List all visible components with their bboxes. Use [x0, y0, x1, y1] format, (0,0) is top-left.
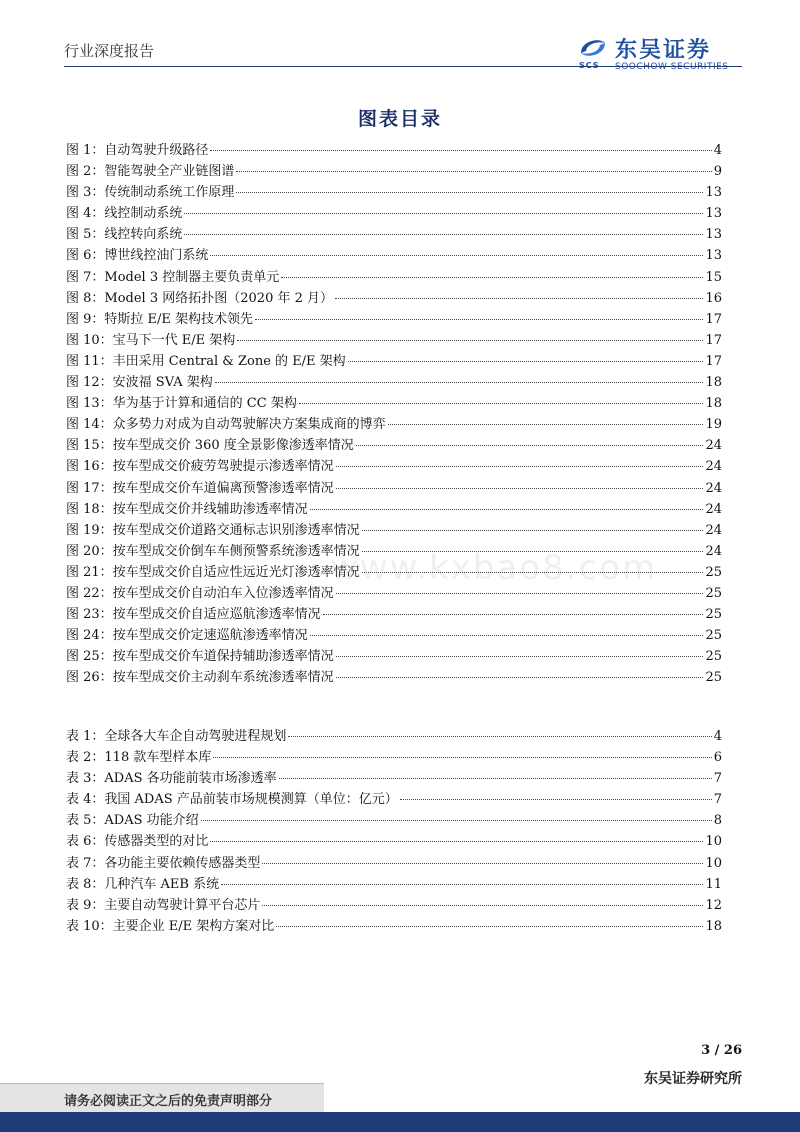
- table-entry-label: 表 1：全球各大车企自动驾驶进程规划: [66, 729, 287, 744]
- dot-leader: [335, 297, 703, 299]
- figure-entry-label: 图 21：按车型成交价自适应性远近光灯渗透率情况: [66, 564, 360, 580]
- dot-leader: [221, 883, 703, 885]
- figure-entry-page: 19: [705, 417, 722, 433]
- dot-leader: [215, 381, 704, 383]
- table-entry[interactable]: [66, 746, 722, 767]
- figure-entry[interactable]: [66, 329, 722, 350]
- table-entry-page: 12: [705, 897, 722, 913]
- figure-entry-label: 图 8：Model 3 网络拓扑图（2020 年 2 月）: [66, 290, 334, 306]
- figure-entry-page: 13: [705, 185, 722, 201]
- figure-entry-label: 图 23：按车型成交价自适应巡航渗透率情况: [66, 607, 321, 623]
- dot-leader: [213, 756, 711, 758]
- table-entry-label: 表 7：各功能主要依赖传感器类型: [66, 855, 261, 871]
- figure-entry-label: 图 26：按车型成交价主动刹车系统渗透率情况: [66, 670, 334, 686]
- dot-leader: [237, 339, 703, 341]
- logo-abbrev: SCS: [579, 61, 600, 70]
- footer-bar: [0, 1112, 800, 1132]
- figure-entry-page: 24: [705, 459, 722, 475]
- table-entry[interactable]: [66, 894, 722, 915]
- figure-entry-page: 13: [705, 248, 722, 264]
- dot-leader: [201, 819, 712, 821]
- figure-entry-label: 图 17：按车型成交价车道偏离预警渗透率情况: [66, 480, 334, 496]
- figure-entry-label: 图 15：按车型成交价 360 度全景影像渗透率情况: [66, 438, 354, 454]
- figure-entry-label: 图 10：宝马下一代 E/E 架构: [66, 332, 236, 348]
- table-entry-label: 表 8：几种汽车 AEB 系统: [66, 876, 220, 892]
- dot-leader: [323, 613, 704, 615]
- dot-leader: [262, 862, 703, 864]
- table-entry[interactable]: [66, 852, 722, 873]
- figure-entry-page: 4: [713, 143, 722, 158]
- disclaimer-text: 请务必阅读正文之后的免责声明部分: [64, 1094, 273, 1109]
- table-entry-label: 表 2：118 款车型样本库: [66, 750, 212, 766]
- dot-leader: [184, 212, 703, 214]
- dot-leader: [336, 465, 704, 467]
- figure-entry[interactable]: [66, 603, 722, 624]
- figure-entry-label: 图 1：自动驾驶升级路径: [66, 143, 209, 158]
- dot-leader: [336, 676, 704, 678]
- figure-entry[interactable]: [66, 244, 722, 265]
- figure-entry[interactable]: [66, 624, 722, 645]
- table-list: [66, 725, 722, 936]
- figure-entry[interactable]: [66, 308, 722, 329]
- disclaimer-box: [0, 1083, 324, 1113]
- figure-entry-page: 24: [705, 438, 722, 454]
- dot-leader: [210, 840, 703, 842]
- table-entry[interactable]: [66, 809, 722, 830]
- dot-leader: [336, 487, 704, 489]
- figure-entry[interactable]: [66, 519, 722, 540]
- figure-entry-page: 25: [705, 649, 722, 665]
- table-entry-page: 8: [713, 813, 722, 829]
- figure-entry[interactable]: [66, 287, 722, 308]
- dot-leader: [262, 904, 703, 906]
- figure-entry-page: 15: [705, 269, 722, 285]
- dot-leader: [388, 423, 704, 425]
- dot-leader: [288, 735, 711, 737]
- figure-entry-label: 图 13：华为基于计算和通信的 CC 架构: [66, 396, 297, 412]
- dot-leader: [281, 276, 703, 278]
- figure-entry-page: 16: [705, 290, 722, 306]
- table-entry-label: 表 10：主要企业 E/E 架构方案对比: [66, 918, 275, 934]
- figure-entry-page: 9: [713, 164, 722, 180]
- figure-entry[interactable]: [66, 160, 722, 181]
- logo-english-name: SOOCHOW SECURITIES: [615, 62, 729, 72]
- figure-entry-label: 图 2：智能驾驶全产业链图谱: [66, 164, 235, 180]
- dot-leader: [348, 360, 704, 362]
- logo-swirl-icon: [577, 35, 609, 61]
- dot-leader: [210, 149, 711, 151]
- table-entry-label: 表 9：主要自动驾驶计算平台芯片: [66, 897, 261, 913]
- watermark: www.kxbao8.com: [330, 548, 658, 588]
- figure-entry[interactable]: [66, 392, 722, 413]
- figure-entry[interactable]: [66, 371, 722, 392]
- figure-entry-label: 图 19：按车型成交价道路交通标志识别渗透率情况: [66, 522, 360, 538]
- table-entry[interactable]: [66, 725, 722, 746]
- figure-entry-label: 图 5：线控转向系统: [66, 227, 183, 243]
- dot-leader: [279, 777, 712, 779]
- table-entry-page: 11: [705, 876, 722, 892]
- figure-entry[interactable]: [66, 202, 722, 223]
- dot-leader: [276, 925, 703, 927]
- table-entry[interactable]: [66, 788, 722, 809]
- figure-entry[interactable]: [66, 645, 722, 666]
- table-entry-page: 7: [713, 792, 722, 808]
- figure-entry[interactable]: [66, 455, 722, 476]
- dot-leader: [236, 191, 703, 193]
- figure-entry[interactable]: [66, 666, 722, 687]
- table-entry[interactable]: [66, 873, 722, 894]
- figure-entry[interactable]: [66, 139, 722, 160]
- figure-entry-label: 图 16：按车型成交价疲劳驾驶提示渗透率情况: [66, 459, 334, 475]
- figure-entry-page: 24: [705, 522, 722, 538]
- figure-entry-page: 24: [705, 501, 722, 517]
- table-entry-page: 4: [713, 729, 722, 744]
- dot-leader: [236, 170, 711, 172]
- figure-entry-label: 图 9：特斯拉 E/E 架构技术领先: [66, 311, 254, 327]
- figure-entry-label: 图 7：Model 3 控制器主要负责单元: [66, 269, 280, 285]
- dot-leader: [210, 254, 703, 256]
- figure-entry-label: 图 24：按车型成交价定速巡航渗透率情况: [66, 628, 308, 644]
- figure-entry-page: 25: [705, 564, 722, 580]
- dot-leader: [255, 318, 703, 320]
- dot-leader: [336, 592, 704, 594]
- table-entry-label: 表 6：传感器类型的对比: [66, 834, 209, 850]
- dot-leader: [299, 402, 704, 404]
- figure-entry-page: 25: [705, 670, 722, 686]
- figure-entry-label: 图 12：安波福 SVA 架构: [66, 375, 213, 391]
- figure-entry-page: 18: [705, 396, 722, 412]
- dot-leader: [310, 508, 704, 510]
- figure-list: [66, 139, 722, 687]
- figure-entry-label: 图 14：众多势力对成为自动驾驶解决方案集成商的博弈: [66, 417, 386, 433]
- figure-entry[interactable]: [66, 181, 722, 202]
- figure-entry[interactable]: [66, 223, 722, 244]
- figure-entry-page: 24: [705, 480, 722, 496]
- table-entry[interactable]: [66, 915, 722, 936]
- figure-entry-page: 24: [705, 543, 722, 559]
- dot-leader: [400, 798, 712, 800]
- table-entry[interactable]: [66, 830, 722, 851]
- table-entry-label: 表 3：ADAS 各功能前装市场渗透率: [66, 771, 277, 787]
- dot-leader: [336, 655, 704, 657]
- table-entry-page: 10: [705, 834, 722, 850]
- header-divider: [64, 66, 742, 67]
- figure-entry[interactable]: [66, 413, 722, 434]
- figure-entry-page: 13: [705, 206, 722, 222]
- figure-entry-label: 图 25：按车型成交价车道保持辅助渗透率情况: [66, 649, 334, 665]
- figure-entry-page: 17: [705, 311, 722, 327]
- figure-entry-label: 图 18：按车型成交价并线辅助渗透率情况: [66, 501, 308, 517]
- table-entry-page: 7: [713, 771, 722, 787]
- table-entry[interactable]: [66, 767, 722, 788]
- report-category: 行业深度报告: [64, 42, 155, 60]
- figure-entry-page: 25: [705, 628, 722, 644]
- figure-entry-page: 17: [705, 353, 722, 369]
- logo-chinese-name: 东吴证券: [615, 38, 712, 63]
- dot-leader: [356, 444, 704, 446]
- figure-entry-page: 25: [705, 607, 722, 623]
- figure-entry-label: 图 4：线控制动系统: [66, 206, 183, 222]
- page-number: 3 / 26: [701, 1043, 742, 1058]
- figure-entry-label: 图 6：博世线控油门系统: [66, 248, 209, 264]
- dot-leader: [362, 529, 704, 531]
- figure-entry[interactable]: [66, 434, 722, 455]
- figure-entry-label: 图 20：按车型成交价倒车车侧预警系统渗透率情况: [66, 543, 360, 559]
- figure-entry-label: 图 3：传统制动系统工作原理: [66, 185, 235, 201]
- figure-entry[interactable]: [66, 350, 722, 371]
- table-entry-page: 10: [705, 855, 722, 871]
- figure-entry[interactable]: [66, 498, 722, 519]
- figure-entry-page: 17: [705, 332, 722, 348]
- dot-leader: [310, 634, 704, 636]
- table-entry-page: 6: [713, 750, 722, 766]
- dot-leader: [184, 233, 703, 235]
- institute-name: 东吴证券研究所: [644, 1071, 742, 1087]
- figure-entry[interactable]: [66, 266, 722, 287]
- table-entry-label: 表 4：我国 ADAS 产品前装市场规模测算（单位：亿元）: [66, 792, 398, 808]
- figure-entry-page: 25: [705, 585, 722, 601]
- figure-entry-page: 18: [705, 375, 722, 391]
- table-entry-label: 表 5：ADAS 功能介绍: [66, 813, 199, 829]
- page-title: 图表目录: [357, 108, 442, 130]
- table-entry-page: 18: [705, 918, 722, 934]
- figure-entry-page: 13: [705, 227, 722, 243]
- figure-entry[interactable]: [66, 477, 722, 498]
- figure-entry-label: 图 11：丰田采用 Central & Zone 的 E/E 架构: [66, 353, 346, 369]
- figure-entry-label: 图 22：按车型成交价自动泊车入位渗透率情况: [66, 585, 334, 601]
